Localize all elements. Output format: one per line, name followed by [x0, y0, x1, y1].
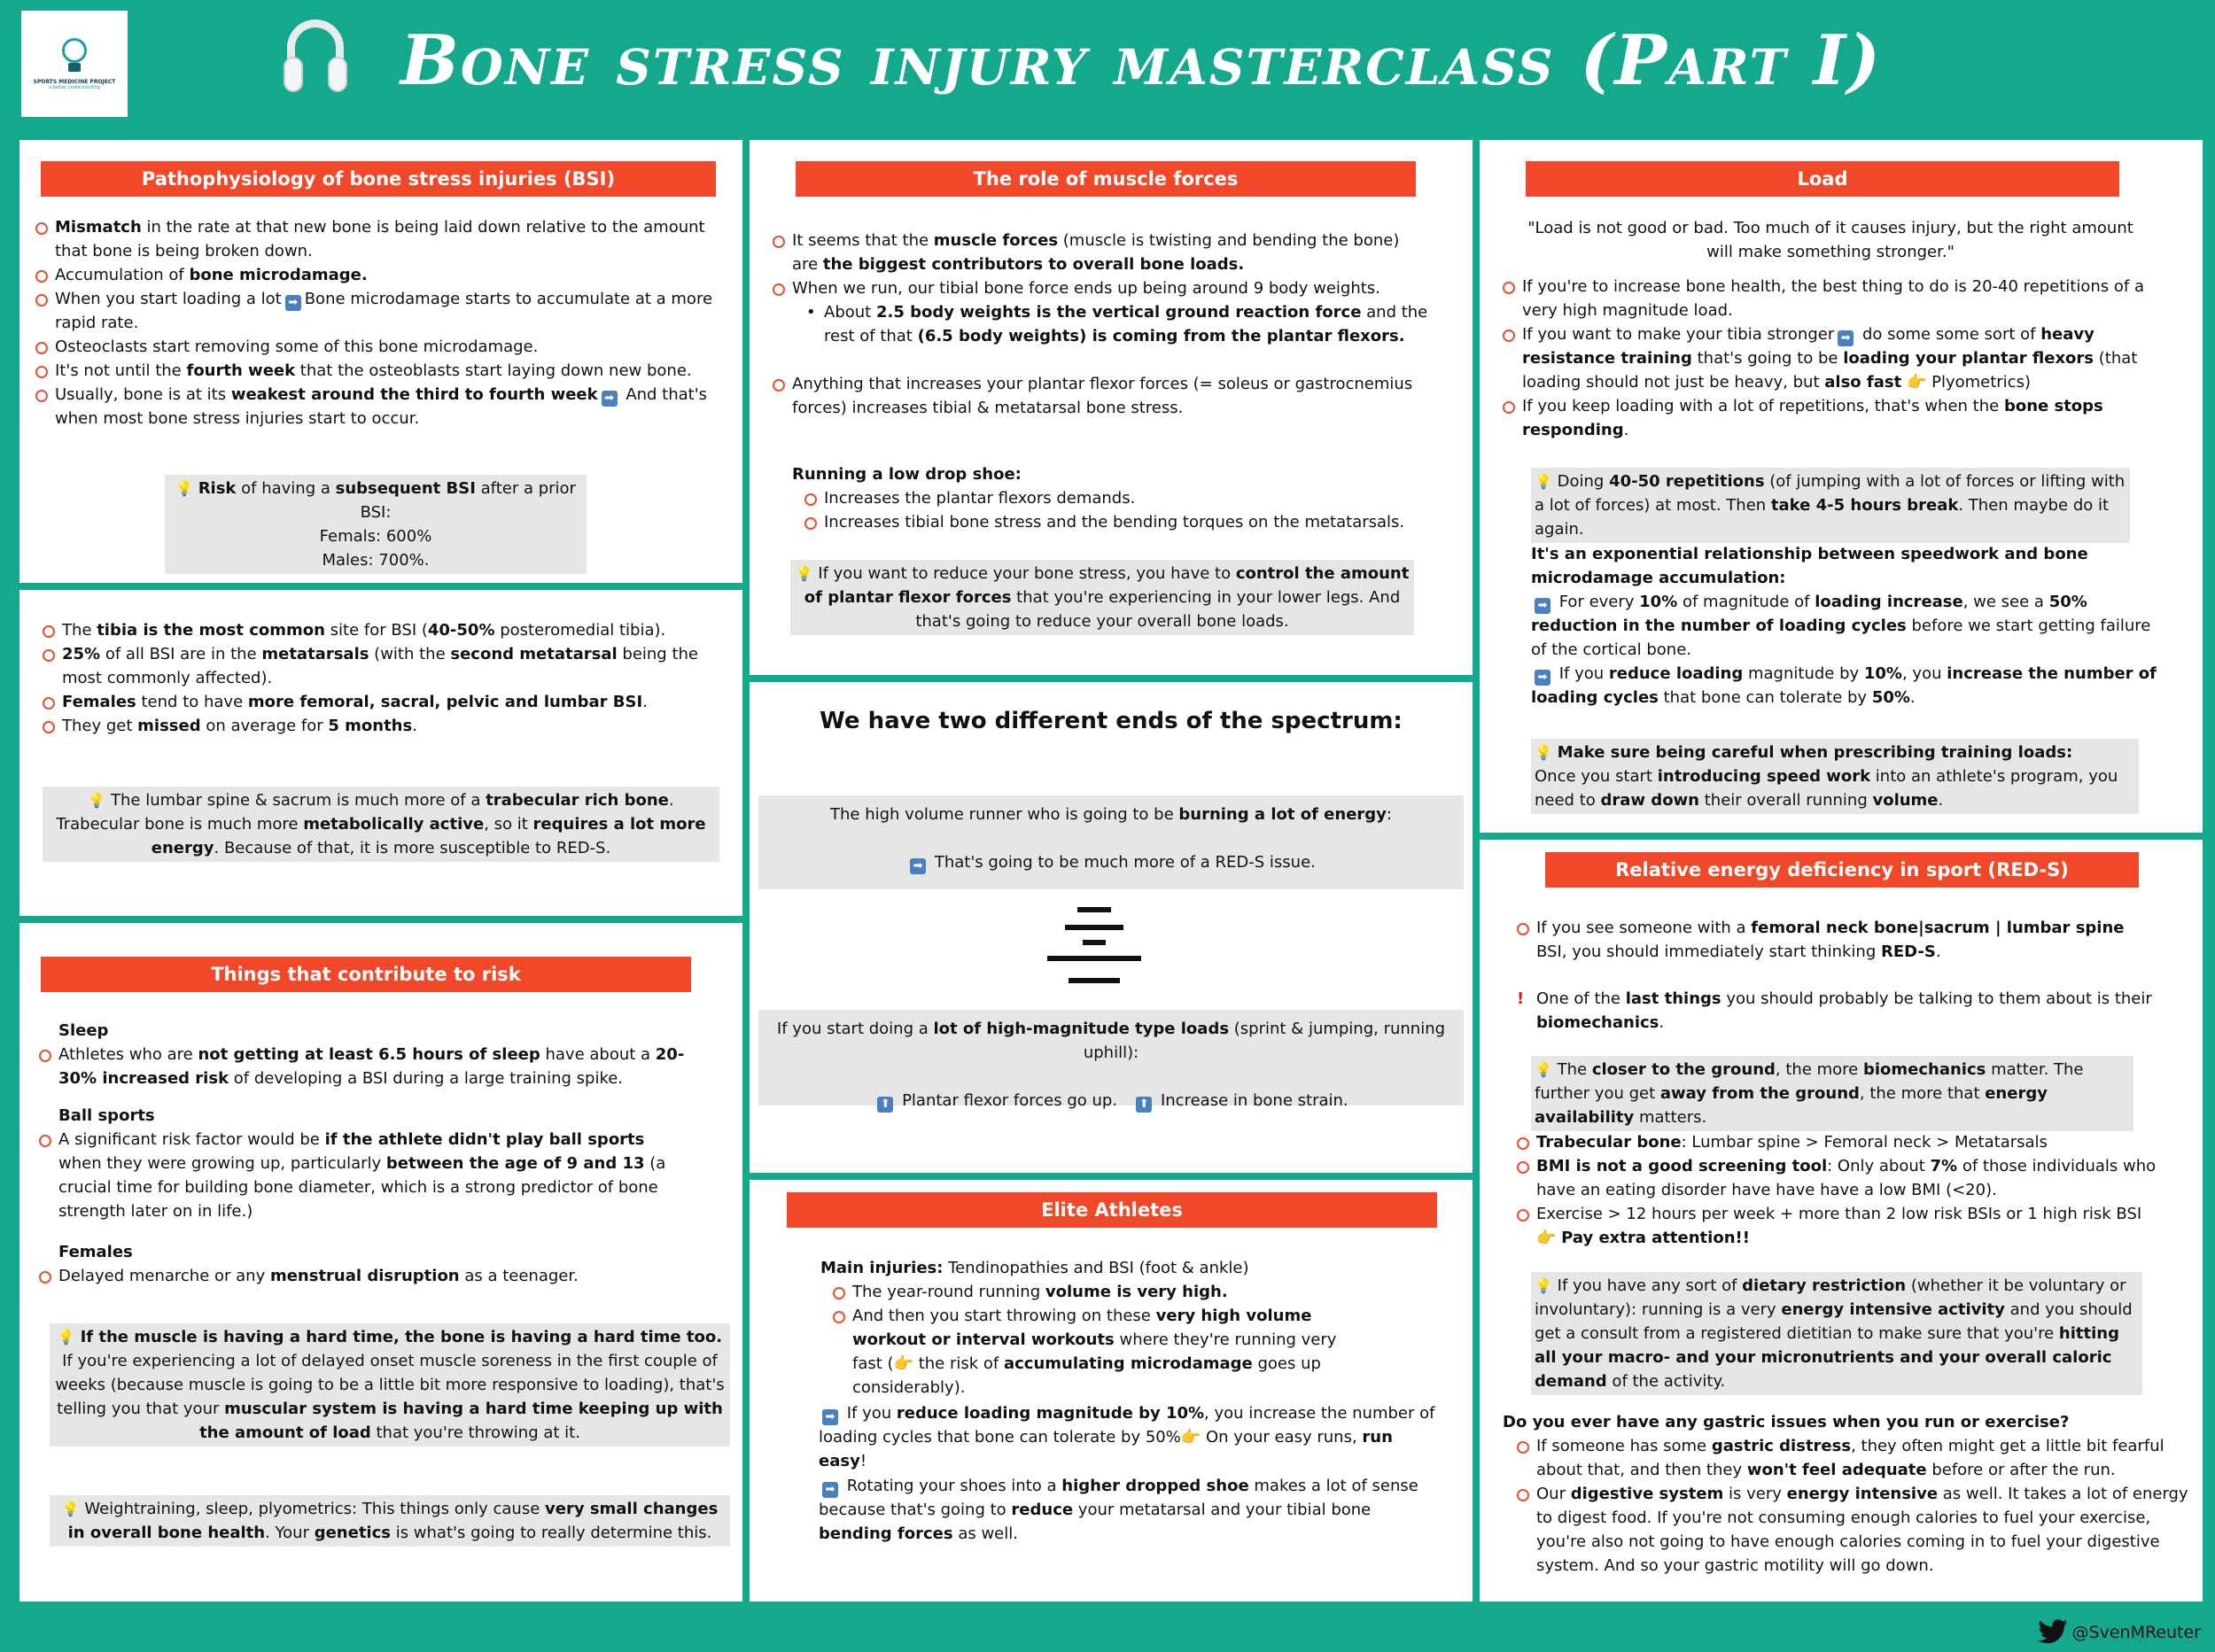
panel-spectrum [750, 682, 1473, 1173]
arrow-right-icon: ➡ [822, 1409, 838, 1425]
bullet-list [39, 1128, 686, 1223]
bullet-list [833, 1280, 1364, 1400]
list-item: Usually, bone is at its weakest around the third to fourth week ➡ And that's when most bone stress injuries start to occur. [35, 383, 735, 430]
bullet-list [773, 229, 1428, 300]
list-item: If you want to make your tibia stronger ➡ do some some sort of heavy resistance training that's going to be loading your plantar flexors (that loading should not just be heavy, but also fast 👉 Plyometrics) [1503, 322, 2176, 394]
lightbulb-icon: 💡 [1535, 473, 1552, 490]
panel-load [1480, 140, 2203, 833]
section-title: The role of muscle forces [796, 161, 1416, 197]
list-item: If someone has some gastric distress, they often might get a little bit fearful about that, and then they won't feel adequate before or after the run. [1517, 1434, 2190, 1482]
lightbulb-icon: 💡 [1535, 1277, 1552, 1294]
lightbulb-icon: 💡 [795, 565, 813, 582]
list-item: Increases tibial bone stress and the bending torques on the metatarsals. [804, 510, 1442, 534]
paragraph: ➡ If you reduce loading magnitude by 10%, you increase the number of loading cycles that bone can tolerate by 50%👉 On your easy runs, run easy! [819, 1404, 1435, 1470]
list-item: 25% of all BSI are in the metatarsals (with the second metatarsal being the most commonly affected). [43, 642, 734, 690]
list-item: The tibia is the most common site for BSI (40-50% posteromedial tibia). [43, 618, 734, 642]
list-item: Anything that increases your plantar flexor forces (= soleus or gastrocnemius forces) increases tibial & metatarsal bone stress. [773, 372, 1428, 420]
list-item: When you start loading a lot ➡ Bone microdamage starts to accumulate at a more rapid rate. [35, 287, 735, 335]
pointing-hand-icon: 👉 [893, 1354, 913, 1373]
list-item: When we run, our tibial bone force ends up being around 9 body weights. [773, 276, 1428, 300]
main-injuries: Main injuries: Tendinopathies and BSI (foot & ankle) [820, 1259, 1249, 1277]
list-item: If you see someone with a femoral neck bone|sacrum | lumbar spine BSI, you should immediately start thinking RED-S. [1517, 916, 2155, 964]
bullet-list [39, 1043, 712, 1090]
bullet-list [1517, 987, 2164, 1035]
tip-box: 💡 Weightraining, sleep, plyometrics: This things only cause very small changes in overall bone health. Your genetics is what's going to really determine this. [50, 1495, 730, 1547]
tip-box: 💡 Doing 40-50 repetitions (of jumping with a lot of forces or lifting with a lot of forces) at most. Then take 4-5 hours break. Then maybe do it again. [1531, 468, 2130, 543]
arrow-right-icon: ➡ [1535, 670, 1550, 686]
panel-pathophysiology [19, 140, 742, 583]
logo-title: SPORTS MEDICINE PROJECT [33, 78, 116, 85]
section-title: Elite Athletes [787, 1192, 1437, 1228]
lightbulb-icon [59, 38, 89, 74]
section-title: Relative energy deficiency in sport (RED-S) [1545, 852, 2139, 888]
list-item: Athletes who are not getting at least 6.5 hours of sleep have about a 20-30% increased risk of developing a BSI during a large training spike. [39, 1043, 712, 1090]
tip-box: 💡 Risk of having a subsequent BSI after a prior BSI: Femals: 600% Males: 700%. [165, 475, 587, 574]
tip-box: 💡 If the muscle is having a hard time, the bone is having a hard time too. If you're experiencing a lot of delayed onset muscle soreness in the first couple of weeks (because muscle is going to be a little bit more responsive to loading), that's telling you that your muscular system is having a hard time keeping up with the amount of load that you're throwing at it. [50, 1323, 730, 1446]
list-item: If you're to increase bone health, the best thing to do is 20-40 repetitions of a very high magnitude load. [1503, 275, 2176, 322]
bullet-list [39, 1264, 712, 1288]
headphones-icon [282, 16, 349, 97]
tip-box: 💡 If you have any sort of dietary restriction (whether it be voluntary or involuntary): running is a very energy intensive activity and you should get a consult from a registered dietitian to make sure that you're hitting all your macro- and your micronutrients and your overall caloric demand of the activity. [1531, 1272, 2142, 1395]
subheading: Do you ever have any gastric issues when you run or exercise? [1503, 1413, 2070, 1431]
arrow-right-icon: ➡ [822, 1482, 838, 1498]
twitter-handle-text: @SvenMReuter [2071, 1623, 2201, 1642]
arrow-up-icon: ⬆ [1136, 1097, 1152, 1113]
list-item: Females tend to have more femoral, sacral, pelvic and lumbar BSI. [43, 690, 734, 714]
logo-subtitle: a better understanding [49, 84, 100, 90]
section-title: Pathophysiology of bone stress injuries (BSI) [41, 161, 716, 197]
panel-heading: We have two different ends of the spectrum: [820, 708, 1403, 734]
lightbulb-icon: 💡 [61, 1501, 80, 1517]
arrow-right-icon: ➡ [910, 858, 926, 874]
panel-muscle-forces [750, 140, 1473, 675]
bullet-list [1517, 916, 2155, 964]
list-item: Mismatch in the rate at that new bone is being laid down relative to the amount that bone is being broken down. [35, 215, 735, 263]
subheading: Ball sports [58, 1106, 155, 1125]
bullet-list [773, 372, 1428, 420]
subheading: Running a low drop shoe: [792, 465, 1022, 484]
bullet-list [43, 618, 734, 738]
subheading: Sleep [58, 1021, 109, 1040]
subheading: Females [58, 1243, 133, 1261]
logo [21, 11, 128, 117]
list-item: The year-round running volume is very high. [833, 1280, 1364, 1304]
paragraph: ➡ If you reduce loading magnitude by 10%, you increase the number of loading cycles that bone can tolerate by 50%. [1531, 664, 2157, 707]
panel-risk-factors [19, 923, 742, 1602]
arrow-right-icon: ➡ [285, 295, 301, 311]
bullet-list [1503, 275, 2176, 442]
arrow-right-icon: ➡ [1838, 330, 1854, 346]
list-item: Accumulation of bone microdamage. [35, 263, 735, 287]
panel-red-s [1480, 840, 2203, 1602]
list-item: They get missed on average for 5 months. [43, 714, 734, 738]
list-item: A significant risk factor would be if the athlete didn't play ball sports when they were growing up, particularly between the age of 9 and 13 (a crucial time for building bone diameter, which is a strong predictor of bone strength later on in life.) [39, 1128, 686, 1223]
sub-list [773, 300, 1428, 348]
lightbulb-icon: 💡 [175, 480, 193, 497]
list-item: Osteoclasts start removing some of this bone microdamage. [35, 335, 735, 359]
pointing-hand-icon: 👉 [1536, 1229, 1557, 1247]
bullet-list [35, 215, 735, 430]
bullet-list [1517, 1434, 2190, 1578]
list-item: And then you start throwing on these very high volume workout or interval workouts where they're running very fast (👉 the risk of accumulating microdamage goes up considerably). [833, 1304, 1364, 1400]
list-item: BMI is not a good screening tool: Only about 7% of those individuals who have an eating disorder have have have a low BMI (<20). [1517, 1154, 2181, 1202]
list-item: Delayed menarche or any menstrual disruption as a teenager. [39, 1264, 712, 1288]
info-box: If you start doing a lot of high-magnitude type loads (sprint & jumping, running uphill): ⬆ Plantar flexor forces go up. ⬆ Increase in bone strain. [758, 1010, 1464, 1105]
twitter-handle[interactable] [2037, 1619, 2201, 1646]
list-item: It seems that the muscle forces (muscle is twisting and bending the bone) are the biggest contributors to overall bone loads. [773, 229, 1428, 276]
paragraph: ➡ For every 10% of magnitude of loading increase, we see a 50% reduction in the number of loading cycles before we start getting failure of the cortical bone. [1531, 593, 2151, 659]
arrow-right-icon: ➡ [1535, 598, 1550, 614]
panel-elite-athletes [750, 1180, 1473, 1602]
lightbulb-icon: 💡 [1535, 744, 1552, 761]
list-item: Exercise > 12 hours per week + more than 2 low risk BSIs or 1 high risk BSI 👉 Pay extra attention!! [1517, 1202, 2181, 1250]
bullet-list [804, 486, 1442, 534]
subheading: It's an exponential relationship between speedwork and bone microdamage accumulation: [1531, 545, 2088, 587]
twitter-bird-icon [2037, 1619, 2069, 1646]
list-item: If you keep loading with a lot of repetitions, that's when the bone stops responding. [1503, 394, 2176, 442]
section-title: Load [1526, 161, 2119, 197]
list-item: Our digestive system is very energy intensive as well. It takes a lot of energy to digest food. If you're not consuming enough calories to fuel your exercise, you're also not going to have enough calories coming in to fuel your digestive system. And so your gastric motility will go down. [1517, 1482, 2190, 1578]
pointing-hand-icon: 👉 [1180, 1428, 1201, 1446]
tip-box: 💡 The closer to the ground, the more biomechanics matter. The further you get away from the ground, the more that energy availability matters. [1531, 1056, 2133, 1131]
pointing-hand-icon: 👉 [1906, 373, 1927, 392]
list-item: It's not until the fourth week that the osteoblasts start laying down new bone. [35, 359, 735, 383]
panel-bsi-sites [19, 590, 742, 916]
spectrum-icon [1047, 907, 1141, 987]
list-item: Trabecular bone: Lumbar spine > Femoral neck > Metatarsals [1517, 1130, 2181, 1154]
tip-box: 💡 If you want to reduce your bone stress, you have to control the amount of plantar flexor forces that you're experiencing in your lower legs. And that's going to reduce your overall bone loads. [790, 560, 1414, 635]
tip-box: 💡 The lumbar spine & sacrum is much more of a trabecular rich bone. Trabecular bone is much more metabolically active, so it requires a lot more energy. Because of that, it is more susceptible to RED-S. [43, 787, 719, 862]
bullet-list [1517, 1130, 2181, 1250]
paragraph: ➡ Rotating your shoes into a higher dropped shoe makes a lot of sense because that's going to reduce your metatarsal and your tibial bone bending forces as well. [819, 1477, 1418, 1543]
quote: "Load is not good or bad. Too much of it causes injury, but the right amount will make something stronger." [1527, 219, 2133, 261]
arrow-up-icon: ⬆ [877, 1097, 893, 1113]
lightbulb-icon: 💡 [57, 1329, 75, 1346]
info-box: The high volume runner who is going to be burning a lot of energy: ➡ That's going to be much more of a RED-S issue. [758, 795, 1464, 889]
page-title: Bone stress injury masterclass (Part I) [400, 20, 1883, 101]
section-title: Things that contribute to risk [41, 957, 691, 992]
list-item: Increases the plantar flexors demands. [804, 486, 1442, 510]
lightbulb-icon: 💡 [1535, 1061, 1552, 1078]
arrow-right-icon: ➡ [602, 391, 618, 407]
list-item: ! One of the last things you should probably be talking to them about is their biomechanics. [1517, 987, 2164, 1035]
lightbulb-icon: 💡 [88, 792, 106, 809]
list-item: • About 2.5 body weights is the vertical ground reaction force and the rest of that (6.5 body weights) is coming from the plantar flexors. [806, 300, 1428, 348]
tip-box: 💡 Make sure being careful when prescribing training loads: Once you start introducing speed work into an athlete's program, you need to draw down their overall running volume. [1531, 739, 2139, 814]
